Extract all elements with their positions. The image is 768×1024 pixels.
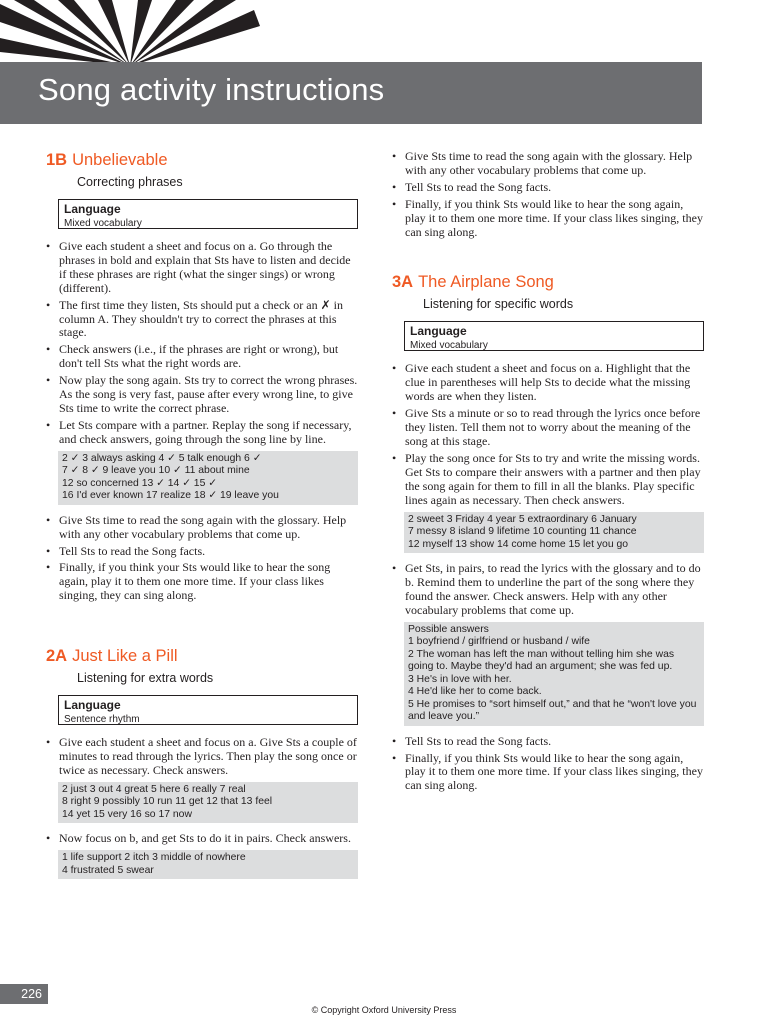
- language-label: Language: [64, 698, 121, 713]
- instruction-list: [46, 736, 358, 778]
- answer-line: 2 The woman has left the man without telling him she was going to. Maybe they'd had an argument; she was fed up.: [408, 648, 675, 673]
- answer-key: [58, 782, 358, 824]
- instruction-list: [392, 362, 704, 507]
- instruction-list: [392, 150, 704, 239]
- instruction-item: • Tell Sts to read the Song facts.: [46, 545, 358, 559]
- answer-line: 5 He promises to “sort himself out,” and that he “won't love you and leave you.”: [408, 698, 697, 723]
- language-box: [58, 695, 358, 725]
- section-heading-2a: [46, 646, 358, 666]
- instruction-item: • Now focus on b, and get Sts to do it in pairs. Check answers.: [46, 832, 358, 846]
- answer-line: 1 boyfriend / girlfriend or husband / wife: [408, 636, 590, 648]
- possible-answers: [404, 622, 704, 726]
- instruction-list: [46, 240, 358, 447]
- instruction-item: • Give Sts time to read the song again with the glossary. Help with any other vocabulary problems that come up.: [392, 150, 704, 178]
- instruction-item: • Now play the song again. Sts try to correct the wrong phrases. As the song is very fast, pause after every wrong line, to give Sts time to write the correct phrase.: [46, 374, 358, 416]
- language-value: Mixed vocabulary: [64, 218, 142, 229]
- instruction-item: • Tell Sts to read the Song facts.: [392, 181, 704, 195]
- decorative-rays: [0, 0, 260, 70]
- section-number: 1B: [46, 151, 68, 169]
- language-value: Mixed vocabulary: [410, 340, 488, 352]
- answer-line: 8 right 9 possibly 10 run 11 get 12 that 13 feel: [62, 796, 273, 808]
- instruction-item: • Play the song once for Sts to try and write the missing words. Get Sts to compare their answers with a partner and then play the song again for them to fill in all the blanks. Play specific lines again as necessary. Then check answers.: [392, 452, 704, 508]
- answer-heading: Possible answers: [408, 623, 489, 635]
- instruction-item: • Give each student a sheet and focus on a. Highlight that the clue in parentheses will help Sts to decide what the missing words are when they listen.: [392, 362, 704, 404]
- answer-line: 12 so concerned 13 ✓ 14 ✓ 15 ✓: [62, 477, 217, 489]
- answer-line: 7 messy 8 island 9 lifetime 10 counting 11 chance: [408, 526, 637, 537]
- section-heading-3a: [392, 272, 704, 292]
- page-number: 226: [0, 984, 48, 1004]
- instruction-item: • Check answers (i.e., if the phrases are right or wrong), but don't tell Sts what the right words are.: [46, 343, 358, 371]
- instruction-list: [46, 514, 358, 603]
- answer-line: 7 ✓ 8 ✓ 9 leave you 10 ✓ 11 about mine: [62, 465, 250, 477]
- copyright-notice: © Copyright Oxford University Press: [311, 1005, 457, 1015]
- answer-line: 14 yet 15 very 16 so 17 now: [62, 808, 192, 820]
- left-column: [46, 150, 358, 888]
- language-label: Language: [410, 324, 467, 339]
- language-value: Sentence rhythm: [64, 714, 140, 726]
- section-title: Unbelievable: [72, 151, 168, 169]
- answer-key: [58, 850, 358, 879]
- answer-line: 2 just 3 out 4 great 5 here 6 really 7 real: [62, 783, 246, 795]
- section-title: The Airplane Song: [418, 273, 554, 292]
- instruction-item: • Give each student a sheet and focus on a. Go through the phrases in bold and explain that Sts have to listen and decide if these phrases are right (what the singer sings) or wrong (different).: [46, 240, 358, 296]
- answer-line: 12 myself 13 show 14 come home 15 let you go: [408, 538, 629, 550]
- instruction-item: • Let Sts compare with a partner. Replay the song if necessary, and check answers, going through the song line by line.: [46, 419, 358, 447]
- language-label: Language: [64, 202, 121, 216]
- section-subtitle: Listening for specific words: [423, 297, 574, 312]
- instruction-item: • Finally, if you think your Sts would like to hear the song again, play it to them one more time. If your class likes singing, they can sing along.: [46, 561, 358, 603]
- section-heading-1b: [46, 150, 358, 170]
- instruction-list: [392, 735, 704, 794]
- page-title: Song activity instructions: [38, 72, 385, 107]
- instruction-item: • Give Sts a minute or so to read through the lyrics once before they listen. Tell them not to worry about the meaning of the song at this stage.: [392, 407, 704, 449]
- instruction-item: • Tell Sts to read the Song facts.: [392, 735, 704, 749]
- instruction-item: • Finally, if you think Sts would like to hear the song again, play it to them one more time. If your class likes singing, they can sing along.: [392, 752, 704, 794]
- instruction-item: • Give Sts time to read the song again with the glossary. Help with any other vocabulary problems that come up.: [46, 514, 358, 542]
- answer-key: [404, 512, 704, 554]
- answer-key: [58, 451, 358, 505]
- answer-line: 2 ✓ 3 always asking 4 ✓ 5 talk enough 6 ✓: [62, 452, 262, 464]
- instruction-item: • The first time they listen, Sts should put a check or an ✗ in column A. They shouldn't try to correct the phrases at this stage.: [46, 299, 358, 341]
- answer-line: 16 I'd ever known 17 realize 18 ✓ 19 leave you: [62, 490, 279, 502]
- section-subtitle: Correcting phrases: [77, 175, 183, 189]
- section-title: Just Like a Pill: [72, 647, 178, 666]
- instruction-list: [46, 832, 358, 846]
- instruction-list: [392, 562, 704, 618]
- language-box: [404, 321, 704, 351]
- instruction-item: • Get Sts, in pairs, to read the lyrics with the glossary and to do b. Remind them to underline the part of the song where they found the answer. Check answers. Help with any other vocabulary problems that come up.: [392, 562, 704, 618]
- answer-line: 1 life support 2 itch 3 middle of nowhere: [62, 852, 246, 864]
- section-subtitle: Listening for extra words: [77, 671, 214, 686]
- answer-line: 4 He'd like her to come back.: [408, 686, 542, 698]
- instruction-item: • Give each student a sheet and focus on a. Give Sts a couple of minutes to read through the lyrics. Then play the song once or twice as necessary. Check answers.: [46, 736, 358, 778]
- answer-line: 4 frustrated 5 swear: [62, 864, 154, 876]
- section-number: 2A: [46, 647, 68, 666]
- answer-line: 3 He's in love with her.: [408, 673, 512, 685]
- right-column: [392, 150, 704, 796]
- section-number: 3A: [392, 273, 414, 292]
- language-box: [58, 199, 358, 229]
- answer-line: 2 sweet 3 Friday 4 year 5 extraordinary 6 January: [408, 513, 637, 525]
- instruction-item: • Finally, if you think Sts would like to hear the song again, play it to them one more time. If your class likes singing, they can sing along.: [392, 198, 704, 240]
